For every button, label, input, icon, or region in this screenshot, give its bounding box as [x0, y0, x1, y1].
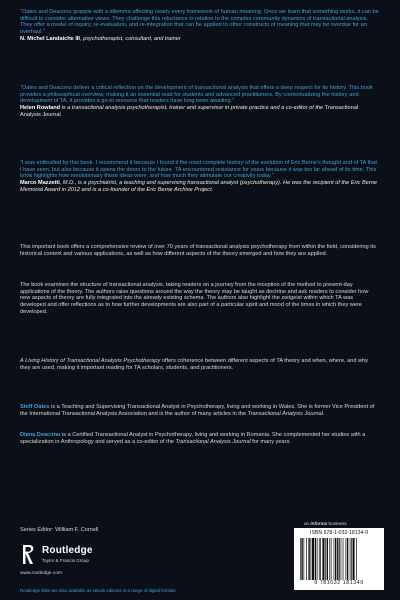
- description-paragraph-1: [20, 244, 380, 257]
- endorser-name: Helen Rowland: [20, 105, 61, 112]
- barcode-bar: [331, 538, 332, 580]
- description-text: This important book offers a comprehensive review of over 70 years of transactional analysis psychotherapy from within the field, considering its historical context and various applications, as well as how different aspects of the theory emerged and how they are applied.: [20, 244, 376, 257]
- barcode-bar: [325, 538, 326, 580]
- description-text: The book examines the structure of transactional analysis, taking readers on a journey from the inception of the method to present-day applications of the theory. The authors raise questions around the way the theory may be taught as doctrine and ask readers to consider how new aspects of theory are fully integrated into the already existing schema. The authors also highlight the zeitgeist within which TA was developed and offer reflections as to how further developments are also part of a particular spirit and mood of the times in which they were developed.: [20, 282, 369, 315]
- barcode-bar: [308, 538, 309, 580]
- author-bio-journal: Transactional Analysis Journal: [247, 410, 323, 417]
- isbn-label: ISBN 978-1-032-18134-9: [310, 530, 368, 536]
- barcode-bar: [353, 538, 355, 580]
- barcode-panel: [294, 528, 384, 590]
- author-bio-body: is a Teaching and Supervising Transactional Analyst in Psychotherapy, living and working in Wales. She is former Vice President of the International Transactional Analysis Association and is the author of many articles in the: [20, 404, 375, 417]
- routledge-logo-icon: [20, 544, 38, 566]
- publisher-name: Routledge: [42, 545, 93, 556]
- endorser-role: , M.D., is a psychiatrist, a teaching and supervising transactional analyst (psychotherapy). He was the recipient of the Eric Berne Memorial Award in 2012 and is a co-founder of the Eric Berne Archive Project.: [20, 180, 377, 193]
- barcode-bar: [351, 538, 352, 580]
- barcode-bar: [334, 538, 335, 580]
- author-bio-text: [20, 404, 380, 417]
- barcode-bar: [329, 538, 330, 580]
- endorsement-1: [20, 9, 380, 43]
- author-bio-end: .: [322, 410, 325, 417]
- endorsement-3: [20, 160, 380, 194]
- informa-suffix: business: [327, 521, 347, 526]
- description-paragraph-3: [20, 358, 380, 371]
- endorser-role: , psychotherapist, consultant, and trainer: [80, 35, 181, 42]
- barcode-bar: [337, 538, 338, 580]
- endorser-role: is a transactional analysis psychotherapist, trainer and supervisor in private practice and a co-editor of the: [60, 105, 325, 112]
- barcode-bar: [315, 538, 316, 580]
- barcode-bar: [346, 538, 347, 580]
- publisher-url[interactable]: www.routledge.com: [20, 571, 62, 576]
- barcode-bar: [350, 538, 351, 580]
- barcode-bar: [356, 538, 357, 580]
- endorsement-2: [20, 85, 380, 119]
- author-bio-2: [20, 432, 380, 445]
- endorsement-quote: “I was enthralled by this book. I recommend it because I found it the most complete history of the evolution of Eric Berne’s thought and of TA that I have seen, but also because it opens the doors to the future. TA encountered resistance for years because it was too far ahead of its time. This book highlights how revolutionary those ideas were, and how much they stimulate our creativity today.”: [20, 160, 377, 180]
- series-editor: Series Editor: William F. Cornell: [20, 527, 99, 533]
- informa-business-label: [304, 521, 347, 526]
- informa-prefix: an: [304, 521, 311, 526]
- endorser-role-journal: Transactional Analysis Journal: [20, 105, 359, 118]
- barcode-bar: [319, 538, 320, 580]
- barcode-bar: [327, 538, 328, 580]
- barcode-digits: 9 781032 181349: [314, 580, 364, 586]
- endorsement-attribution: [20, 180, 380, 193]
- barcode-bar: [343, 538, 344, 580]
- barcode-bar: [335, 538, 336, 580]
- description-rest: offers coherence between different aspects of TA theory and when, where, and why they are used, making it important reading for TA scholars, students, and practitioners.: [20, 358, 368, 371]
- author-bio-journal: Transactional Analysis Journal: [175, 438, 251, 445]
- informa-brand: informa: [310, 521, 328, 526]
- author-name: Steff Oates: [20, 404, 50, 410]
- endorser-name: Marco Mazzetti: [20, 180, 60, 187]
- publisher-group: Taylor & Francis Group: [42, 558, 89, 563]
- endorsement-quote: “Oates and Deaconu grapple with a dilemma affecting nearly every framework of human meaning. Once we learn that something works, it can be difficult to consider alternative views. They challenge this reluctance in relation to the complex community dynamics of transactional analysis. They offer a model of inquiry, re-evaluation, and re-integration that can be applied to other constructs of meaning that may be overdue for an overhaul.”: [20, 9, 379, 36]
- author-bio-text: [20, 432, 380, 445]
- barcode-bar: [317, 538, 318, 580]
- barcode-bar: [306, 538, 307, 580]
- author-bio-body: is a Certified Transactional Analyst in Psychotherapy, living and working in Romania. She complemented her studies with a specialization in Anthropology and served as a co-editor of the: [20, 432, 366, 445]
- barcode-bar: [311, 538, 312, 580]
- endorsement-attribution: [20, 36, 380, 43]
- endorser-name: N. Michel Landaiche III: [20, 35, 80, 42]
- barcode-bar: [347, 538, 348, 580]
- barcode-bar: [301, 538, 302, 580]
- barcode-bar: [304, 538, 305, 580]
- publisher-logo: [20, 544, 140, 572]
- barcode-bar: [339, 538, 340, 580]
- barcode-bar: [312, 538, 314, 580]
- barcode-bar: [322, 538, 324, 580]
- barcode-bar: [300, 538, 301, 580]
- endorsement-quote: “Oates and Deaconu deliver a critical reflection on the development of transactional analysis that offers a deep respect for its history. This book provides a philosophical overview, making it an essential read for students and advanced practitioners. By contextualizing the history and development of TA, it provides a go-to resource that readers have long been awaiting.”: [20, 85, 373, 105]
- book-title: A Living History of Transactional Analysis Psychotherapy: [20, 358, 161, 364]
- barcode-bar: [320, 538, 321, 580]
- endorsement-attribution: [20, 105, 380, 118]
- author-bio-end: for many years.: [250, 438, 291, 445]
- author-bio-1: [20, 404, 380, 417]
- barcode-bar: [341, 538, 342, 580]
- description-text: [20, 358, 380, 371]
- barcode-image: [300, 538, 380, 580]
- ebook-note: Routledge titles are also available as eBook editions in a range of digital formats: [20, 588, 176, 593]
- author-name: Diana Deaconu: [20, 432, 61, 438]
- description-paragraph-2: [20, 282, 380, 316]
